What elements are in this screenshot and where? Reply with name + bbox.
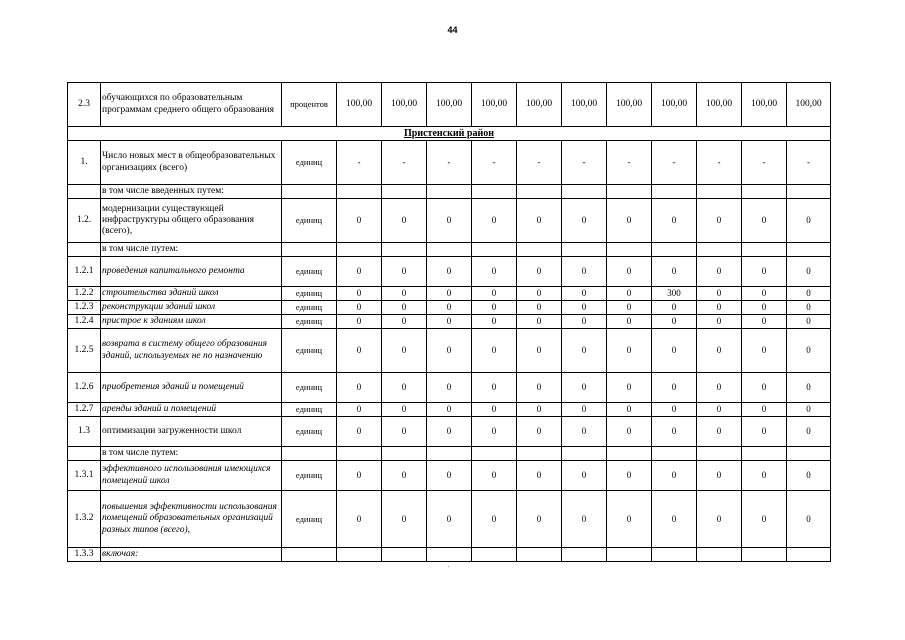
row-value: 0 — [472, 287, 517, 301]
row-value: 0 — [742, 257, 787, 287]
row-value: 0 — [517, 329, 562, 373]
row-value: 0 — [787, 491, 831, 548]
section-title: Пристенский район — [68, 127, 831, 141]
row-value: 0 — [472, 417, 517, 447]
row-value: 0 — [382, 301, 427, 315]
row-value — [607, 243, 652, 257]
row-value: 0 — [517, 315, 562, 329]
row-value: 0 — [652, 491, 697, 548]
row-value: 0 — [382, 287, 427, 301]
row-value: - — [337, 141, 382, 185]
row-value — [337, 447, 382, 461]
row-value — [337, 548, 382, 562]
row-number — [68, 243, 101, 257]
row-unit — [282, 447, 337, 461]
row-number: 1.2. — [68, 199, 101, 243]
row-unit: единиц — [282, 373, 337, 403]
row-value: 0 — [517, 461, 562, 491]
row-value: - — [517, 141, 562, 185]
row-value — [652, 447, 697, 461]
table-row — [68, 301, 831, 315]
table-row — [68, 403, 831, 417]
row-value: - — [607, 141, 652, 185]
row-unit: единиц — [282, 141, 337, 185]
row-value: 0 — [697, 403, 742, 417]
table-row — [68, 199, 831, 243]
row-value — [472, 185, 517, 199]
row-value: 0 — [472, 315, 517, 329]
row-value: - — [697, 141, 742, 185]
row-indicator-name: в том числе путем: — [101, 243, 282, 257]
row-value: 100,00 — [742, 83, 787, 127]
row-indicator-name: проведения капитального ремонта — [101, 257, 282, 287]
row-value — [787, 447, 831, 461]
row-value: 0 — [742, 417, 787, 447]
row-value — [427, 447, 472, 461]
row-value: 0 — [607, 199, 652, 243]
table-row — [68, 287, 831, 301]
row-value: 0 — [742, 403, 787, 417]
row-value: 0 — [787, 417, 831, 447]
row-value — [787, 185, 831, 199]
row-number: 1.2.6 — [68, 373, 101, 403]
row-value: 0 — [742, 301, 787, 315]
row-value — [787, 243, 831, 257]
row-number: 1.3.2 — [68, 491, 101, 548]
row-value: 0 — [652, 199, 697, 243]
row-value: 0 — [697, 287, 742, 301]
row-value: 0 — [742, 199, 787, 243]
row-value: 0 — [517, 403, 562, 417]
row-value: 0 — [382, 329, 427, 373]
table-row — [68, 243, 831, 257]
row-value: 0 — [562, 315, 607, 329]
row-unit: единиц — [282, 257, 337, 287]
row-indicator-name: включая: — [101, 548, 282, 562]
row-value: 0 — [427, 461, 472, 491]
row-value: 0 — [787, 287, 831, 301]
row-indicator-name: в том числе введенных путем: — [101, 185, 282, 199]
row-value — [742, 185, 787, 199]
row-indicator-name: аренды зданий и помещений — [101, 403, 282, 417]
row-value: 0 — [337, 287, 382, 301]
row-value — [472, 548, 517, 562]
row-indicator-name: строительства зданий школ — [101, 287, 282, 301]
row-value: 0 — [787, 199, 831, 243]
row-value: 0 — [517, 491, 562, 548]
row-value: 100,00 — [697, 83, 742, 127]
row-value: 0 — [427, 301, 472, 315]
table-row — [68, 185, 831, 199]
row-value: 0 — [697, 461, 742, 491]
row-value: 0 — [652, 403, 697, 417]
row-value — [382, 548, 427, 562]
table-row — [68, 257, 831, 287]
row-value: 100,00 — [382, 83, 427, 127]
row-value — [652, 548, 697, 562]
row-value: 0 — [427, 315, 472, 329]
row-value: 100,00 — [652, 83, 697, 127]
row-value: 0 — [607, 403, 652, 417]
row-number: 1.3.3 — [68, 548, 101, 562]
row-unit — [282, 548, 337, 562]
row-indicator-name: приобретения зданий и помещений — [101, 373, 282, 403]
row-number: 1.3.1 — [68, 461, 101, 491]
row-value — [337, 243, 382, 257]
row-value: 0 — [382, 199, 427, 243]
row-value: 0 — [517, 287, 562, 301]
row-value: 0 — [427, 491, 472, 548]
row-value: 0 — [697, 315, 742, 329]
row-value: 0 — [562, 491, 607, 548]
row-value: 0 — [337, 329, 382, 373]
row-value: 0 — [697, 373, 742, 403]
row-value — [517, 243, 562, 257]
row-value: 0 — [607, 257, 652, 287]
row-value — [382, 447, 427, 461]
row-value: 0 — [787, 257, 831, 287]
row-value: 0 — [607, 301, 652, 315]
row-value: 0 — [787, 329, 831, 373]
table-row — [68, 329, 831, 373]
row-value: 0 — [337, 491, 382, 548]
row-value: 0 — [652, 461, 697, 491]
row-value: 0 — [382, 417, 427, 447]
row-value — [517, 447, 562, 461]
row-value: 0 — [742, 461, 787, 491]
row-value — [472, 447, 517, 461]
row-value: 0 — [742, 315, 787, 329]
row-value — [742, 243, 787, 257]
row-value — [427, 548, 472, 562]
row-value: 0 — [382, 257, 427, 287]
row-value: 100,00 — [607, 83, 652, 127]
table-row — [68, 315, 831, 329]
row-value: 0 — [517, 257, 562, 287]
row-value: 0 — [427, 373, 472, 403]
row-value: 100,00 — [787, 83, 831, 127]
row-indicator-name: возврата в систему общего образования зданий, используемых не по назначению — [101, 329, 282, 373]
row-value: 0 — [697, 491, 742, 548]
row-value — [652, 185, 697, 199]
row-value: 0 — [427, 403, 472, 417]
row-value — [787, 548, 831, 562]
row-indicator-name: эффективного использования имеющихся помещений школ — [101, 461, 282, 491]
row-number: 1.2.4 — [68, 315, 101, 329]
row-value — [337, 185, 382, 199]
row-unit: единиц — [282, 315, 337, 329]
row-unit: единиц — [282, 491, 337, 548]
row-value: 0 — [562, 199, 607, 243]
row-indicator-name: оптимизации загруженности школ — [101, 417, 282, 447]
row-value: 0 — [562, 417, 607, 447]
row-value — [427, 243, 472, 257]
row-value: 0 — [652, 417, 697, 447]
row-unit — [282, 243, 337, 257]
row-value — [517, 185, 562, 199]
row-value — [607, 185, 652, 199]
row-value: 0 — [472, 461, 517, 491]
row-value — [562, 548, 607, 562]
row-unit — [282, 185, 337, 199]
row-number: 1.2.1 — [68, 257, 101, 287]
row-value — [427, 185, 472, 199]
row-value: 0 — [787, 301, 831, 315]
row-value: 0 — [382, 403, 427, 417]
row-value: 0 — [472, 373, 517, 403]
row-value: 0 — [742, 287, 787, 301]
row-value: 0 — [472, 257, 517, 287]
row-value — [382, 185, 427, 199]
table-row — [68, 83, 831, 127]
row-value: 0 — [517, 373, 562, 403]
row-value: 0 — [787, 461, 831, 491]
row-value: 0 — [787, 315, 831, 329]
row-value: 0 — [562, 403, 607, 417]
table-row — [68, 417, 831, 447]
row-unit: единиц — [282, 287, 337, 301]
row-value: 0 — [337, 315, 382, 329]
row-value: 0 — [517, 301, 562, 315]
table-row — [68, 127, 831, 141]
row-value: 300 — [652, 287, 697, 301]
row-value — [697, 548, 742, 562]
row-value: 100,00 — [562, 83, 607, 127]
table-row — [68, 447, 831, 461]
row-value — [382, 243, 427, 257]
row-value: - — [742, 141, 787, 185]
row-value: 0 — [652, 315, 697, 329]
row-value: 0 — [382, 373, 427, 403]
row-number: 1. — [68, 141, 101, 185]
row-unit: единиц — [282, 403, 337, 417]
row-value: 100,00 — [427, 83, 472, 127]
row-value: 0 — [562, 461, 607, 491]
row-value: 100,00 — [472, 83, 517, 127]
row-value: 0 — [337, 257, 382, 287]
row-value: - — [787, 141, 831, 185]
row-value: 0 — [337, 403, 382, 417]
row-value: 0 — [607, 491, 652, 548]
row-value: 0 — [337, 461, 382, 491]
row-number: 1.2.7 — [68, 403, 101, 417]
row-number: 1.2.2 — [68, 287, 101, 301]
row-number: 1.2.3 — [68, 301, 101, 315]
row-unit: единиц — [282, 301, 337, 315]
row-value: 0 — [427, 287, 472, 301]
table-row — [68, 548, 831, 562]
page-number: 44 — [447, 25, 458, 35]
row-value: 0 — [697, 257, 742, 287]
row-value: 100,00 — [517, 83, 562, 127]
row-value — [742, 548, 787, 562]
row-value: 0 — [652, 329, 697, 373]
table-row — [68, 141, 831, 185]
scan-speck — [448, 566, 449, 567]
row-indicator-name: реконструкции зданий школ — [101, 301, 282, 315]
row-value: 0 — [562, 301, 607, 315]
row-indicator-name: Число новых мест в общеобразовательных организациях (всего) — [101, 141, 282, 185]
row-value: 0 — [697, 417, 742, 447]
indicators-table — [67, 82, 831, 562]
row-value: 0 — [427, 417, 472, 447]
row-value: 0 — [472, 301, 517, 315]
row-unit: единиц — [282, 199, 337, 243]
row-number: 2.3 — [68, 83, 101, 127]
row-value — [607, 548, 652, 562]
row-value: 0 — [472, 199, 517, 243]
row-number — [68, 185, 101, 199]
row-value: 0 — [517, 199, 562, 243]
row-unit: процентов — [282, 83, 337, 127]
row-value: 0 — [652, 373, 697, 403]
row-value: 0 — [607, 287, 652, 301]
table-body — [68, 83, 831, 562]
row-value: 0 — [742, 329, 787, 373]
row-value: 0 — [427, 329, 472, 373]
table-row — [68, 461, 831, 491]
row-value: 0 — [652, 301, 697, 315]
row-value: - — [562, 141, 607, 185]
row-value: 0 — [337, 301, 382, 315]
row-value — [652, 243, 697, 257]
row-unit: единиц — [282, 329, 337, 373]
row-value: - — [427, 141, 472, 185]
row-value — [607, 447, 652, 461]
row-value — [562, 185, 607, 199]
row-value: 0 — [382, 491, 427, 548]
row-value: 0 — [697, 301, 742, 315]
row-unit: единиц — [282, 417, 337, 447]
row-indicator-name: пристрое к зданиям школ — [101, 315, 282, 329]
row-value: 100,00 — [337, 83, 382, 127]
row-value — [562, 243, 607, 257]
row-value: 0 — [562, 257, 607, 287]
row-value — [697, 447, 742, 461]
table-row — [68, 373, 831, 403]
row-value: 0 — [697, 329, 742, 373]
row-value: 0 — [472, 403, 517, 417]
row-value: - — [652, 141, 697, 185]
row-value — [697, 185, 742, 199]
row-value: 0 — [472, 491, 517, 548]
row-value: 0 — [382, 315, 427, 329]
row-value — [562, 447, 607, 461]
row-value: 0 — [787, 373, 831, 403]
row-value: 0 — [607, 461, 652, 491]
row-value — [697, 243, 742, 257]
row-number — [68, 447, 101, 461]
row-value: 0 — [562, 373, 607, 403]
row-value: 0 — [472, 329, 517, 373]
row-value: 0 — [382, 461, 427, 491]
row-value: 0 — [787, 403, 831, 417]
row-value: 0 — [652, 257, 697, 287]
row-value: 0 — [427, 257, 472, 287]
row-indicator-name: обучающихся по образовательным программам среднего общего образования — [101, 83, 282, 127]
row-value: 0 — [607, 373, 652, 403]
row-value: 0 — [607, 329, 652, 373]
row-indicator-name: повышения эффективности использования помещений образовательных организаций разных типов (всего), — [101, 491, 282, 548]
row-value: 0 — [562, 329, 607, 373]
row-value — [742, 447, 787, 461]
row-value: 0 — [742, 373, 787, 403]
row-number: 1.3 — [68, 417, 101, 447]
row-value: 0 — [517, 417, 562, 447]
row-value: 0 — [337, 199, 382, 243]
row-value: 0 — [697, 199, 742, 243]
row-number: 1.2.5 — [68, 329, 101, 373]
row-value: 0 — [607, 417, 652, 447]
row-value: 0 — [607, 315, 652, 329]
row-value: 0 — [427, 199, 472, 243]
row-unit: единиц — [282, 461, 337, 491]
row-value: 0 — [742, 491, 787, 548]
row-value: 0 — [562, 287, 607, 301]
row-value — [472, 243, 517, 257]
row-value: - — [382, 141, 427, 185]
row-value: 0 — [337, 417, 382, 447]
row-value — [517, 548, 562, 562]
row-indicator-name: модернизации существующей инфраструктуры общего образования (всего), — [101, 199, 282, 243]
row-value: - — [472, 141, 517, 185]
row-indicator-name: в том числе путем: — [101, 447, 282, 461]
table-row — [68, 491, 831, 548]
row-value: 0 — [337, 373, 382, 403]
